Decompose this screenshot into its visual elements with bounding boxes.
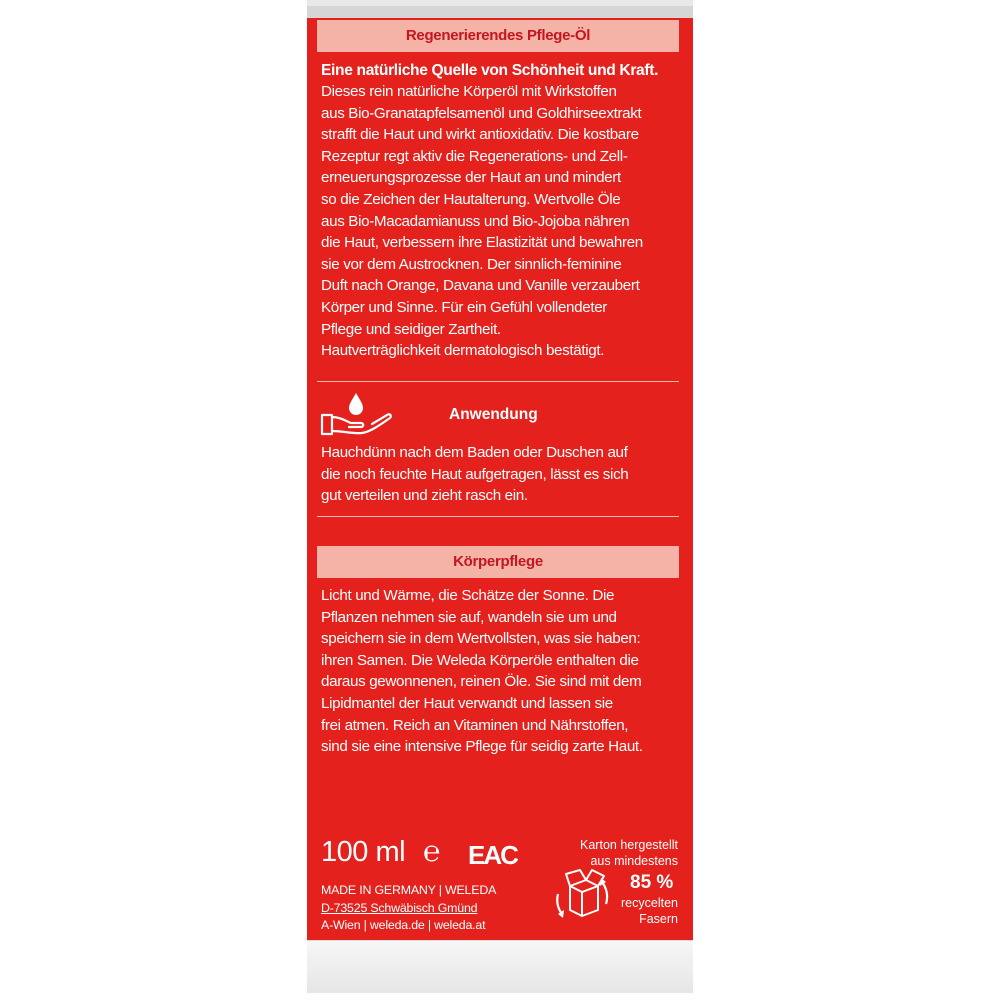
description-line: die Haut, verbessern ihre Elastizität und bewahren (321, 234, 643, 252)
description-line: strafft die Haut und wirkt antioxidativ. Die kostbare (321, 126, 639, 144)
divider (317, 381, 679, 382)
body-care-line: Lipidmantel der Haut verwandt und lassen sie (321, 694, 613, 712)
usage-heading: Anwendung (449, 406, 538, 423)
bottom-flap (307, 940, 693, 993)
description-line: Duft nach Orange, Davana und Vanille verzaubert (321, 277, 640, 295)
top-flap-shadow (307, 6, 693, 18)
description-line: Rezeptur regt aktiv die Regenerations- und Zell- (321, 147, 628, 165)
eac-mark: EAC (468, 840, 517, 870)
web-line: A-Wien | weleda.de | weleda.at (321, 918, 486, 932)
description-line: sie vor dem Austrocknen. Der sinnlich-feminine (321, 255, 622, 273)
description-line: aus Bio-Granatapfelsamenöl und Goldhirseextrakt (321, 104, 642, 122)
description-text (321, 81, 677, 362)
estimated-sign: ℮ (423, 836, 441, 868)
top-flap (307, 0, 693, 18)
usage-text (321, 442, 677, 507)
description-line: aus Bio-Macadamianuss und Bio-Jojoba nähren (321, 212, 630, 230)
body-care-band: Körperpflege (317, 546, 679, 578)
description-line: Hautverträglichkeit dermatologisch bestätigt. (321, 342, 605, 360)
body-care-text (321, 585, 677, 758)
body-care-line: Licht und Wärme, die Schätze der Sonne. Die (321, 587, 615, 604)
address-line: D-73525 Schwäbisch Gmünd (321, 900, 478, 915)
made-in-line: MADE IN GERMANY | WELEDA (321, 883, 497, 897)
usage-line: Hauchdünn nach dem Baden oder Duschen auf (321, 444, 628, 461)
recycle-percent: 85 % (630, 872, 674, 893)
body-care-line: Pflanzen nehmen sie auf, wandeln sie um und (321, 608, 617, 626)
recycle-line: Karton hergestellt (580, 838, 678, 852)
body-care-line: speichern sie in dem Wertvollsten, was sie haben: (321, 630, 641, 648)
description-line: Dieses rein natürliche Körperöl mit Wirkstoffen (321, 83, 617, 100)
body-care-line: frei atmen. Reich an Vitaminen und Nährstoffen, (321, 716, 629, 734)
description-line: so die Zeichen der Hautalterung. Wertvolle Öle (321, 190, 621, 208)
description-line: erneuerungsprozesse der Haut an und mindert (321, 169, 621, 187)
body-care-line: daraus gewonnenen, reinen Öle. Sie sind mit dem (321, 673, 642, 691)
manufacturer-text (321, 882, 496, 935)
recycle-line: aus mindestens (590, 854, 678, 868)
lead-text: Eine natürliche Quelle von Schönheit und Kraft. (321, 62, 659, 79)
body-care-line: ihren Samen. Die Weleda Körperöle enthalten die (321, 651, 639, 669)
divider (317, 516, 679, 517)
usage-line: gut verteilen und zieht rasch ein. (321, 487, 528, 505)
recycle-line: recycelten (621, 896, 678, 910)
volume-label: 100 ml (321, 836, 406, 868)
hand-drop-icon (318, 388, 394, 438)
body-care-line: sind sie eine intensive Pflege für seidig zarte Haut. (321, 738, 643, 756)
description-line: Pflege und seidiger Zartheit. (321, 320, 501, 338)
recycled-box-icon (548, 864, 614, 928)
oil-title-band: Regenerierendes Pflege-Öl (317, 20, 679, 52)
usage-line: die noch feuchte Haut aufgetragen, lässt es sich (321, 465, 629, 483)
recycle-line: Fasern (639, 912, 678, 926)
description-line: Körper und Sinne. Für ein Gefühl vollendeter (321, 298, 607, 316)
